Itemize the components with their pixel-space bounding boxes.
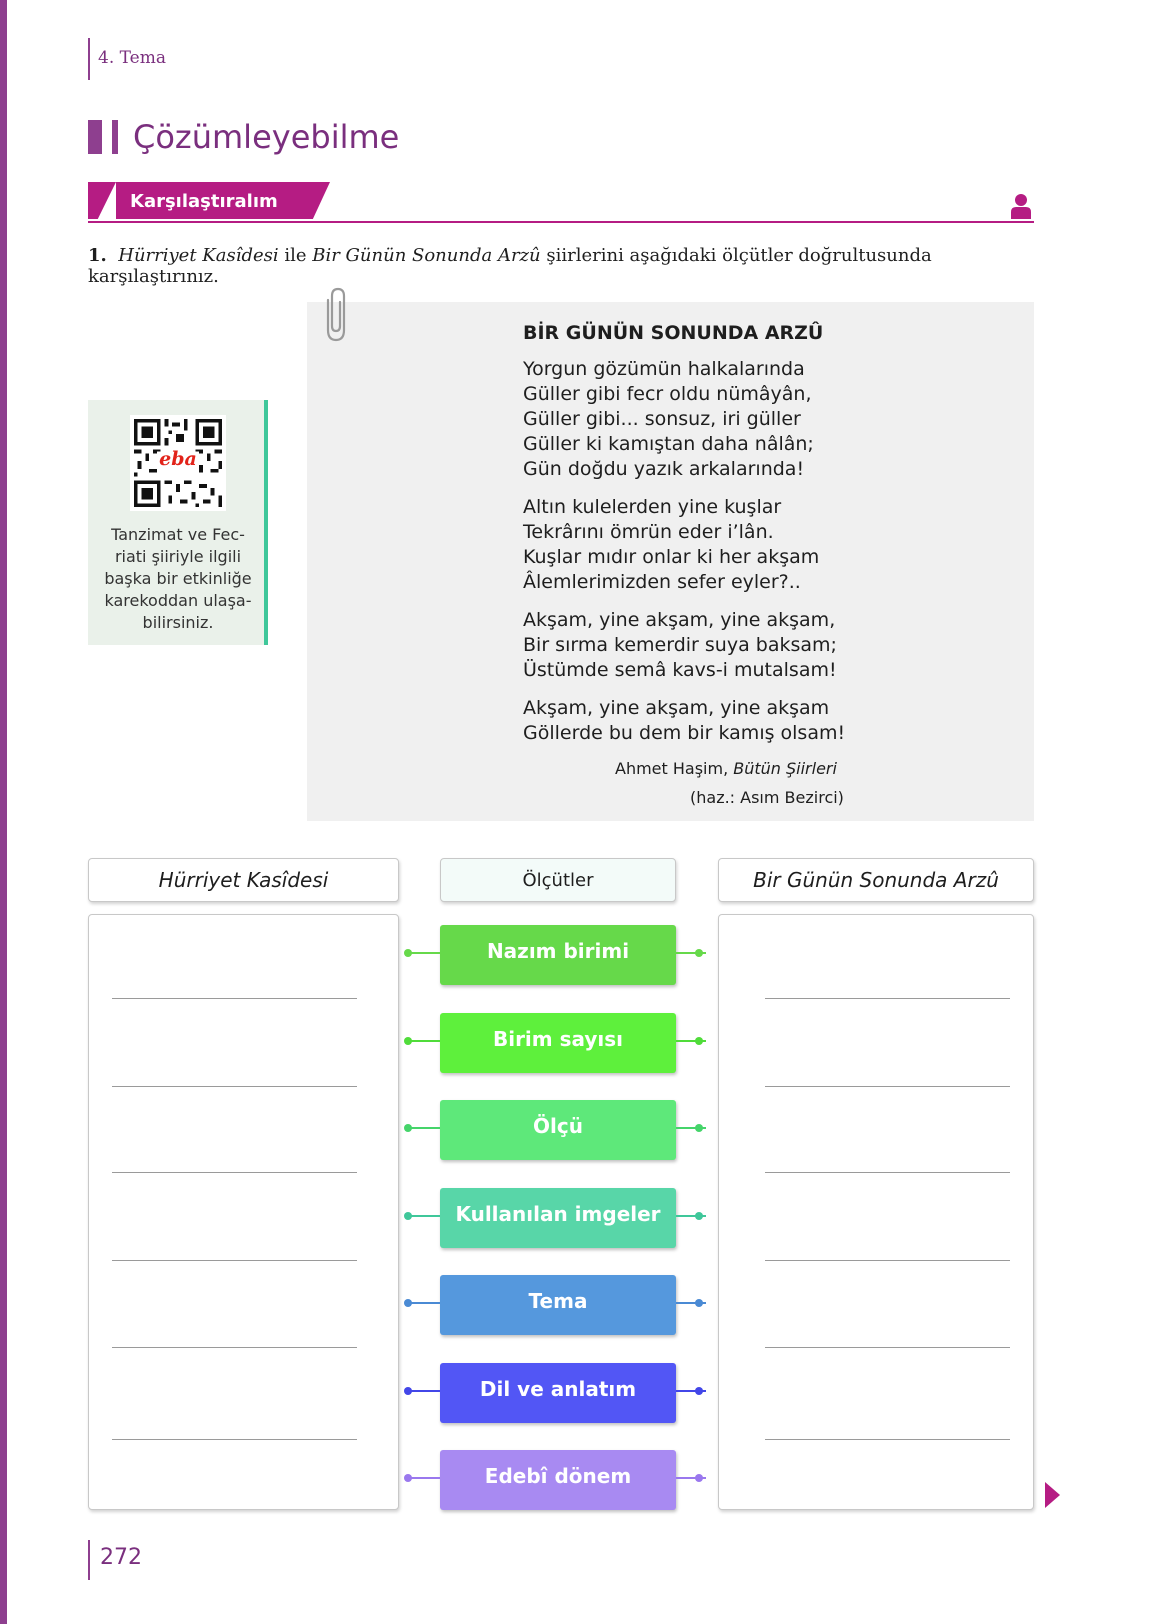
poem-line: Gün doğdu yazık arkalarında! (523, 458, 805, 480)
connector-line-left (410, 952, 440, 954)
page-number-divider (88, 1540, 90, 1580)
answer-line-right[interactable] (765, 1260, 1010, 1261)
criterion-box (440, 1100, 676, 1160)
connector-dot-right (695, 1212, 703, 1220)
poem-line: Kuşlar mıdır onlar ki her akşam (523, 546, 820, 568)
title-marker-thick (88, 120, 102, 154)
poem-line: Yorgun gözümün halkalarında (523, 358, 805, 380)
qr-box-accent (264, 400, 268, 645)
answer-line-left[interactable] (112, 1172, 357, 1173)
criterion-box (440, 1363, 676, 1423)
poem-line: Göllerde bu dem bir kamış olsam! (523, 722, 846, 744)
left-column-header: Hürriyet Kasîdesi (88, 858, 399, 902)
connector-dot-right (695, 1124, 703, 1132)
poem-author: Ahmet Haşim, (615, 759, 734, 778)
connector-dot-left (404, 1212, 412, 1220)
theme-divider (88, 38, 90, 80)
criterion-label: Edebî dönem (484, 1464, 632, 1488)
poem-line: Güller gibi fecr oldu nümâyân, (523, 383, 812, 405)
page-title: Çözümleyebilme (133, 118, 400, 156)
answer-line-right[interactable] (765, 1086, 1010, 1087)
poem-stanza (523, 495, 819, 595)
connector-line-left (410, 1390, 440, 1392)
question-poem1: Hürriyet Kasîdesi (118, 245, 279, 266)
answer-line-right[interactable] (765, 1439, 1010, 1440)
paperclip-icon (318, 286, 352, 346)
banner-accent (88, 182, 116, 219)
connector-dot-right (695, 1299, 703, 1307)
poem-title: BİR GÜNÜN SONUNDA ARZÛ (523, 322, 824, 344)
connector-dot-left (404, 1124, 412, 1132)
qr-description: Tanzimat ve Fec-riati şiiriyle ilgili başka bir etkinliğe karekoddan ulaşa-bilirsiniz. (104, 525, 252, 632)
connector-dot-right (695, 1387, 703, 1395)
criterion-label: Kullanılan imgeler (455, 1202, 661, 1226)
answer-line-left[interactable] (112, 1347, 357, 1348)
poem-line: Akşam, yine akşam, yine akşam, (523, 609, 836, 631)
poem-line: Güller ki kamıştan daha nâlân; (523, 433, 814, 455)
question-connector: ile (278, 245, 313, 266)
connector-line-left (410, 1127, 440, 1129)
question-number: 1. (88, 245, 107, 266)
answer-line-left[interactable] (112, 1260, 357, 1261)
connector-dot-right (695, 1037, 703, 1045)
theme-label: 4. Tema (98, 48, 166, 68)
connector-line-left (410, 1302, 440, 1304)
connector-line-left (410, 1215, 440, 1217)
poem-book: Bütün Şiirleri (733, 759, 837, 778)
poem-line: Tekrârını ömrün eder i’lân. (523, 521, 774, 543)
criterion-label: Nazım birimi (486, 939, 630, 963)
criterion-box (440, 925, 676, 985)
criterion-box (440, 1275, 676, 1335)
right-column-header: Bir Günün Sonunda Arzû (718, 858, 1034, 902)
poem-source: (haz.: Asım Bezirci) (690, 788, 844, 807)
connector-dot-right (695, 949, 703, 957)
criterion-label: Tema (528, 1289, 588, 1313)
answer-line-right[interactable] (765, 1172, 1010, 1173)
poem-attribution (615, 759, 837, 778)
section-banner-label: Karşılaştıralım (130, 191, 278, 212)
criterion-box (440, 1188, 676, 1248)
poem-line: Güller gibi... sonsuz, iri güller (523, 408, 801, 430)
answer-line-left[interactable] (112, 998, 357, 999)
connector-dot-left (404, 949, 412, 957)
connector-dot-left (404, 1037, 412, 1045)
criterion-label: Dil ve anlatım (479, 1377, 637, 1401)
connector-dot-right (695, 1474, 703, 1482)
person-icon (1010, 193, 1032, 219)
next-page-arrow-icon[interactable] (1045, 1482, 1060, 1508)
left-answer-box (88, 914, 399, 1510)
answer-line-left[interactable] (112, 1439, 357, 1440)
poem-line: Âlemlerimizden sefer eyler?.. (523, 571, 801, 593)
page-number: 272 (100, 1545, 142, 1570)
poem-line: Bir sırma kemerdir suya baksam; (523, 634, 837, 656)
question-poem2: Bir Günün Sonunda Arzû (312, 245, 541, 266)
criterion-label: Ölçü (533, 1114, 583, 1138)
left-edge-stripe (0, 0, 7, 1624)
poem-line: Üstümde semâ kavs-i mutalsam! (523, 659, 837, 681)
title-marker-thin (112, 120, 118, 154)
eba-logo: eba (159, 448, 197, 470)
connector-dot-left (404, 1387, 412, 1395)
poem-stanza (523, 608, 837, 683)
answer-line-right[interactable] (765, 998, 1010, 999)
poem-line: Akşam, yine akşam, yine akşam (523, 697, 830, 719)
connector-dot-left (404, 1299, 412, 1307)
section-underline (88, 221, 1034, 223)
question-text (88, 245, 1028, 287)
answer-line-right[interactable] (765, 1347, 1010, 1348)
connector-line-left (410, 1040, 440, 1042)
criterion-label: Birim sayısı (492, 1027, 624, 1051)
criteria-header: Ölçütler (440, 858, 676, 902)
criterion-box (440, 1450, 676, 1510)
connector-dot-left (404, 1474, 412, 1482)
criterion-box (440, 1013, 676, 1073)
question-rest: şiirlerini aşağıdaki ölçütler doğrultusunda karşılaştırınız. (88, 245, 932, 287)
right-answer-box (718, 914, 1034, 1510)
poem-line: Altın kulelerden yine kuşlar (523, 496, 782, 518)
poem-stanza (523, 357, 814, 482)
connector-line-left (410, 1477, 440, 1479)
answer-line-left[interactable] (112, 1086, 357, 1087)
poem-stanza (523, 696, 845, 746)
